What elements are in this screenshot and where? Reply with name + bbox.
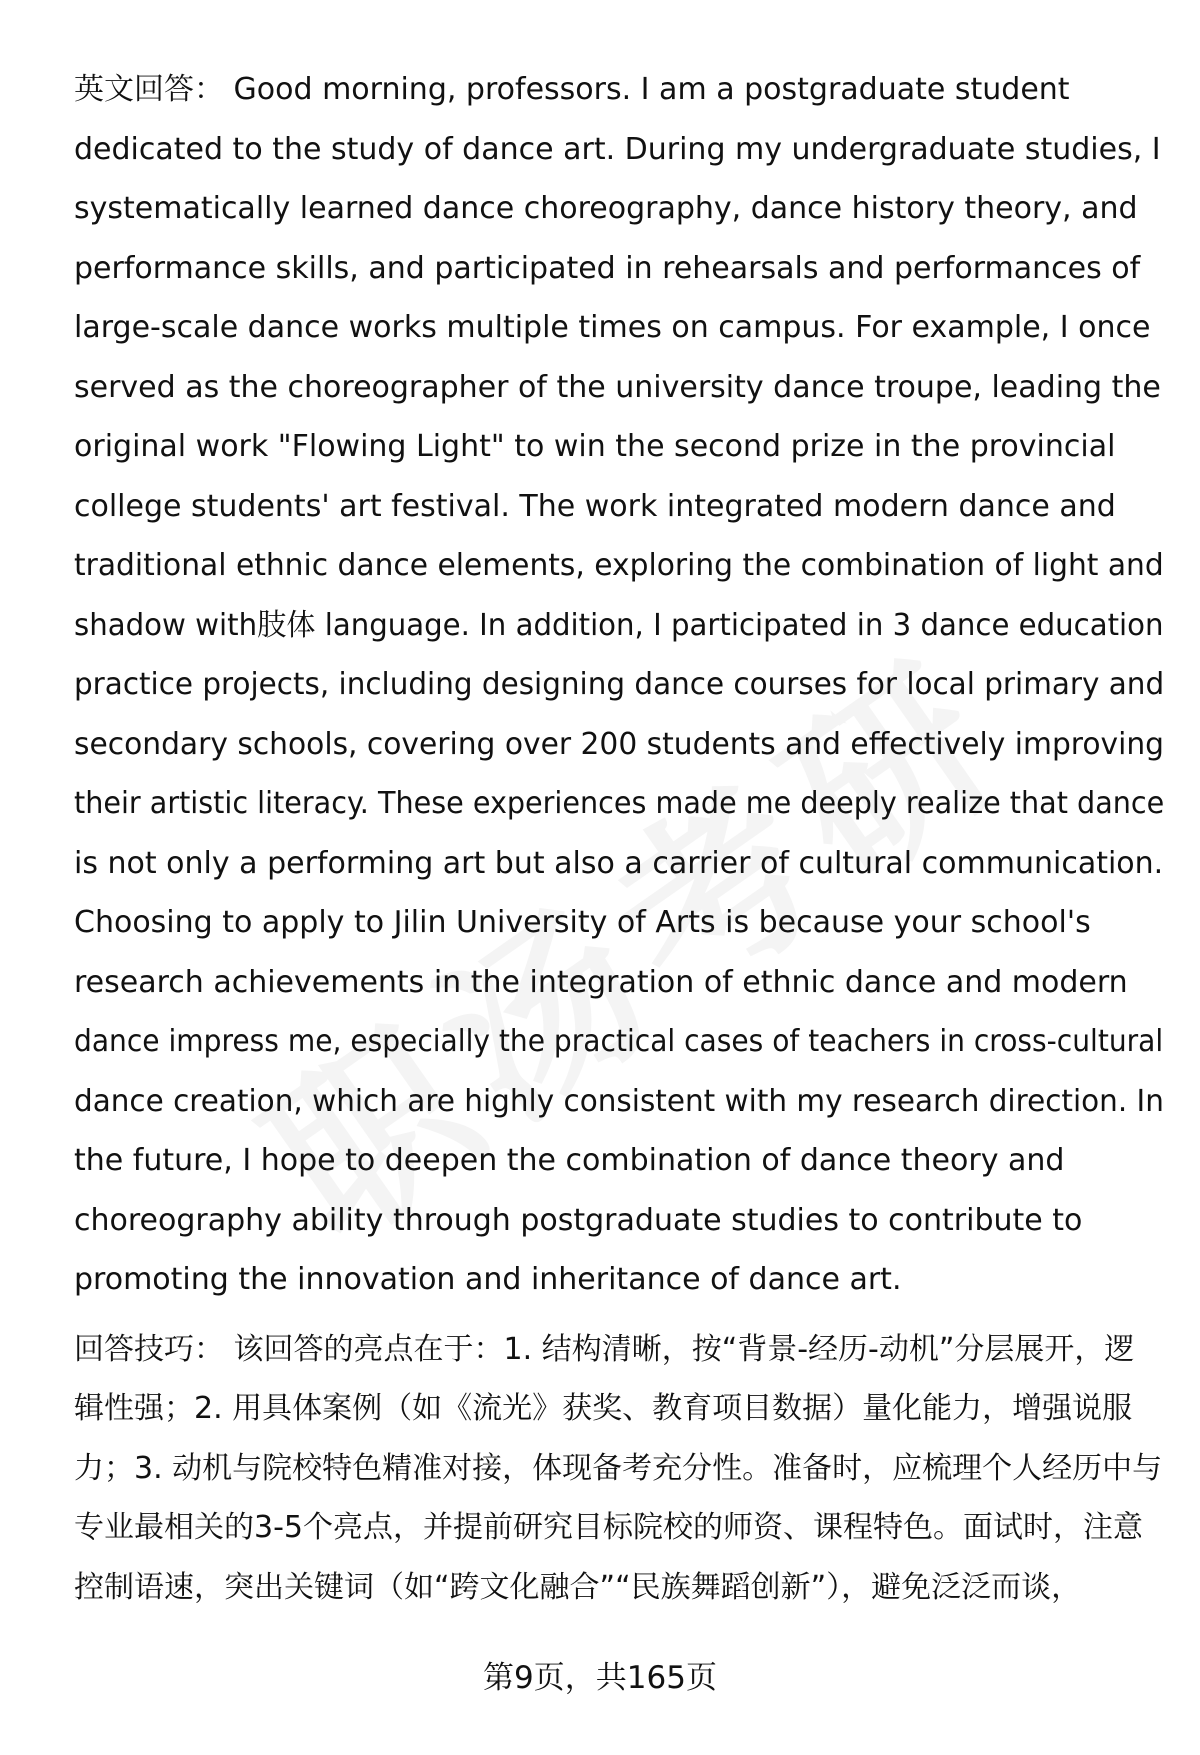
answer-line: college students' art festival. The work integrated modern dance and <box>74 488 1116 524</box>
answer-line: promoting the innovation and inheritance of dance art. <box>74 1262 902 1297</box>
answer-line: original work "Flowing Light" to win the second prize in the provincial <box>74 429 1116 464</box>
answer-line: Choosing to apply to Jilin University of Arts is because your school's <box>74 905 1091 940</box>
answer-line: their artistic literacy. These experiences made me deeply realize that dance <box>74 786 1165 821</box>
page-number: 第9页，共165页 <box>483 1660 717 1696</box>
answer-tips-paragraph <box>74 1320 1163 1618</box>
tips-line: 控制语速，突出关键词（如“跨文化融合”“民族舞蹈创新”），避免泛泛而谈， <box>74 1569 1082 1605</box>
answer-line: dedicated to the study of dance art. During my undergraduate studies, I <box>74 131 1161 167</box>
answer-line: 英文回答： Good morning, professors. I am a postgraduate student <box>74 72 1070 107</box>
answer-line: dance creation, which are highly consistent with my research direction. In <box>74 1083 1164 1119</box>
answer-line: dance impress me, especially the practical cases of teachers in cross-cultural <box>74 1024 1164 1059</box>
answer-line: shadow with肢体 language. In addition, I participated in 3 dance education <box>74 607 1164 643</box>
answer-line: performance skills, and participated in rehearsals and performances of <box>74 250 1141 286</box>
answer-line: the future, I hope to deepen the combination of dance theory and <box>74 1143 1065 1178</box>
answer-line: is not only a performing art but also a carrier of cultural communication. <box>74 845 1164 881</box>
answer-line: large-scale dance works multiple times on campus. For example, I once <box>74 310 1151 345</box>
answer-line: traditional ethnic dance elements, exploring the combination of light and <box>74 548 1164 583</box>
answer-line: systematically learned dance choreography, dance history theory, and <box>74 191 1138 226</box>
answer-line: research achievements in the integration of ethnic dance and modern <box>74 964 1128 1000</box>
answer-line: choreography ability through postgraduate studies to contribute to <box>74 1202 1083 1238</box>
answer-line: secondary schools, covering over 200 students and effectively improving <box>74 726 1165 762</box>
tips-line: 力；3. 动机与院校特色精准对接，体现备考充分性。准备时，应梳理个人经历中与 <box>74 1450 1163 1486</box>
answer-line: practice projects, including designing dance courses for local primary and <box>74 667 1165 702</box>
english-answer-paragraph <box>74 60 1165 1310</box>
tips-line: 辑性强；2. 用具体案例（如《流光》获奖、教育项目数据）量化能力，增强说服 <box>74 1391 1133 1426</box>
tips-line: 回答技巧： 该回答的亮点在于：1. 结构清晰，按“背景-经历-动机”分层展开，逻 <box>74 1331 1135 1367</box>
tips-line: 专业最相关的3-5个亮点，并提前研究目标院校的师资、课程特色。面试时，注意 <box>74 1510 1143 1545</box>
answer-line: served as the choreographer of the university dance troupe, leading the <box>74 369 1161 405</box>
